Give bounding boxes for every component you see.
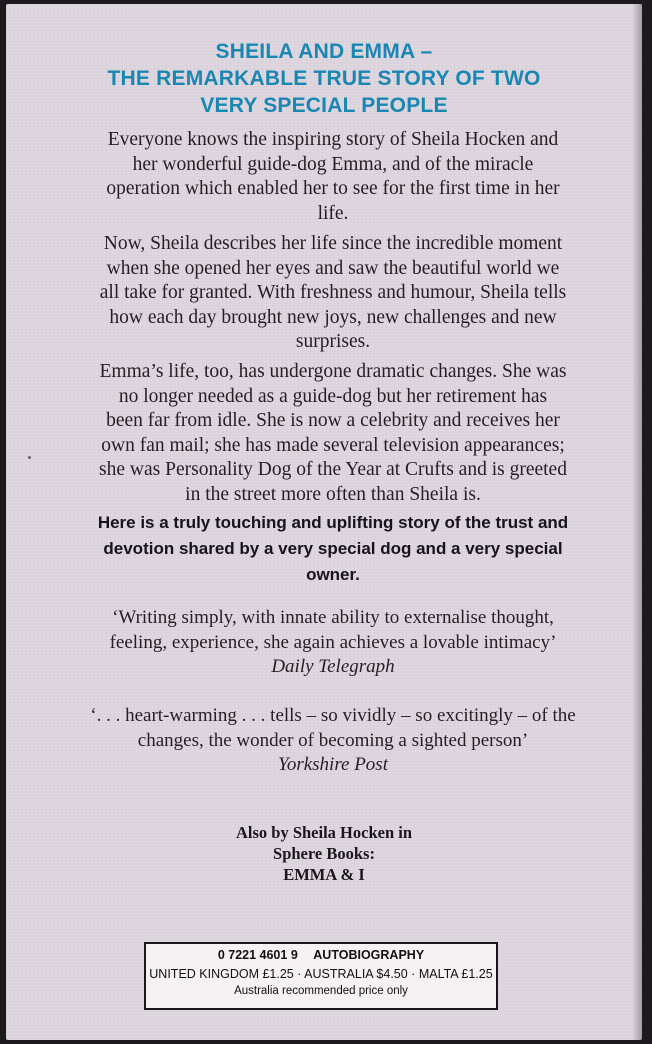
paragraph-line: all take for granted. With freshness and humour, Sheila tells: [99, 282, 567, 303]
price-list: UNITED KINGDOM £1.25 · AUSTRALIA $4.50 · MALTA £1.25: [149, 967, 493, 981]
paragraph-line: how each day brought new joys, new challenges and new: [109, 306, 557, 328]
review-quote-2: [50, 704, 616, 778]
paragraph-line: no longer needed as a guide-dog but her retirement has: [118, 385, 548, 407]
price-box: [144, 942, 498, 1010]
quote-line: feeling, experience, she again achieves a lovable intimacy’: [109, 631, 557, 653]
isbn-category-line: [146, 947, 496, 964]
paragraph-line: own fan mail; she has made several television appearances;: [101, 434, 565, 456]
book-category: AUTOBIOGRAPHY: [313, 948, 425, 962]
also-by-line: Sphere Books:: [273, 844, 375, 863]
price-note: Australia recommended price only: [234, 985, 408, 997]
blurb-paragraph-3: [50, 360, 616, 507]
highlight-line: Here is a truly touching and uplifting story of the trust and: [97, 513, 569, 532]
quote-source: Yorkshire Post: [278, 754, 388, 775]
also-by-line: Also by Sheila Hocken in: [235, 823, 413, 842]
also-by-line: EMMA & I: [283, 865, 365, 884]
highlight-line: devotion shared by a very special dog and a very special: [103, 539, 563, 558]
blurb-paragraph-1: [50, 128, 616, 226]
headline: [6, 38, 642, 119]
also-by-author: [6, 822, 642, 885]
quote-line: ‘Writing simply, with innate ability to externalise thought,: [112, 607, 554, 628]
paragraph-line: in the street more often than Sheila is.: [185, 483, 481, 505]
paragraph-line: surprises.: [295, 331, 371, 352]
paragraph-line: Emma’s life, too, has undergone dramatic changes. She was: [99, 361, 567, 382]
book-back-cover: [6, 4, 642, 1040]
print-speck: [28, 456, 31, 459]
paragraph-line: Now, Sheila describes her life since the incredible moment: [103, 233, 563, 254]
paragraph-line: when she opened her eyes and saw the beautiful world we: [106, 257, 560, 279]
blurb-paragraph-2: [50, 232, 616, 355]
paragraph-line: she was Personality Dog of the Year at Crufts and is greeted: [99, 459, 567, 480]
paragraph-line: her wonderful guide-dog Emma, and of the miracle: [132, 153, 534, 175]
review-quote-1: [50, 606, 616, 680]
quote-line: changes, the wonder of becoming a sighted person’: [137, 729, 529, 751]
headline-line: THE REMARKABLE TRUE STORY OF TWO: [107, 67, 541, 90]
paragraph-line: been far from idle. She is now a celebrity and receives her: [106, 410, 560, 431]
highlight-line: owner.: [306, 565, 360, 584]
quote-line: ‘. . . heart-warming . . . tells – so vividly – so excitingly – of the: [90, 705, 576, 726]
paragraph-line: life.: [317, 202, 349, 224]
quote-source: Daily Telegraph: [271, 656, 395, 677]
headline-line: VERY SPECIAL PEOPLE: [200, 94, 448, 117]
paragraph-line: Everyone knows the inspiring story of Sheila Hocken and: [107, 129, 559, 150]
highlight-paragraph: [50, 510, 616, 588]
headline-line: SHEILA AND EMMA –: [215, 40, 433, 63]
isbn-number: 0 7221 4601 9: [217, 948, 298, 962]
paragraph-line: operation which enabled her to see for the first time in her: [106, 178, 560, 199]
